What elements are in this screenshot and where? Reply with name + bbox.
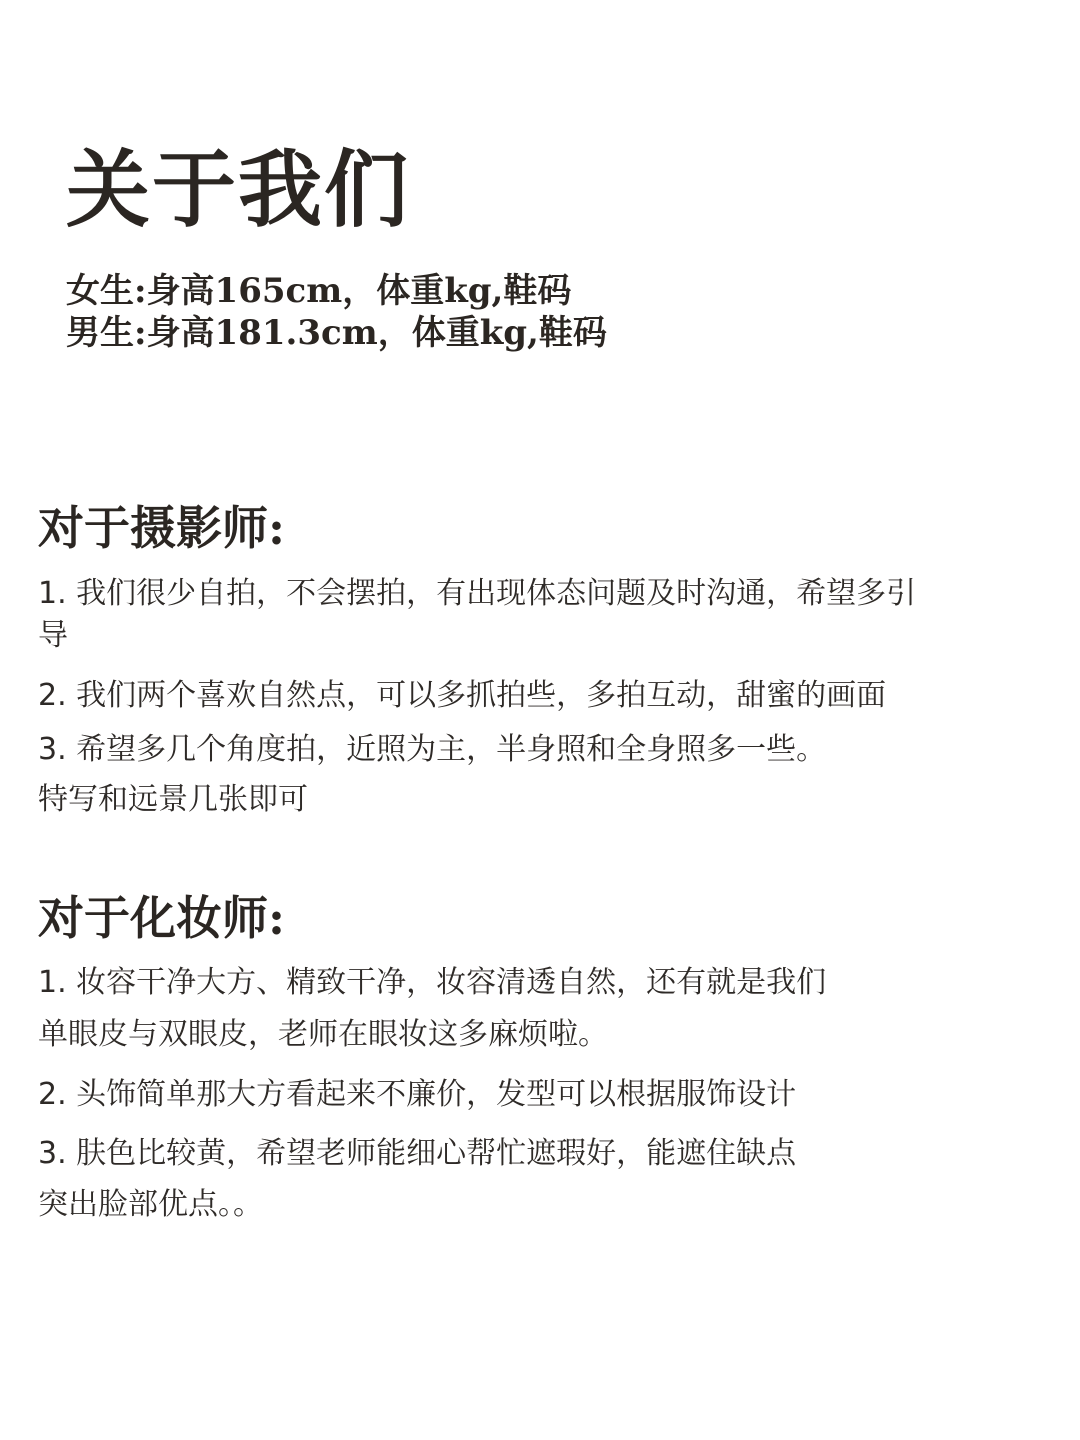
male-profile-line: 男生:身高181.3cm，体重kg,鞋码 (66, 313, 607, 353)
makeup-line-3-continued: 突出脸部优点。。 (38, 1187, 263, 1222)
page-title: 关于我们 (66, 140, 411, 239)
makeup-requirements (38, 963, 1068, 1228)
photographer-line-3: 3. 希望多几个角度拍，近照为主，半身照和全身照多一些。 (38, 732, 827, 767)
makeup-heading: 对于化妆师: (38, 891, 285, 945)
profile-info (66, 270, 607, 354)
photographer-line-3-continued: 特写和远景几张即可 (38, 782, 308, 817)
photographer-line-1-continued: 导 (38, 618, 68, 653)
photographer-line-2: 2. 我们两个喜欢自然点，可以多抓拍些，多拍互动，甜蜜的画面 (38, 678, 887, 713)
makeup-line-3: 3. 肤色比较黄，希望老师能细心帮忙遮瑕好，能遮住缺点 (38, 1136, 797, 1171)
photographer-requirements (38, 574, 1068, 824)
makeup-line-1: 1. 妆容干净大方、精致干净，妆容清透自然，还有就是我们 (38, 965, 827, 1000)
makeup-line-2: 2. 头饰简单那大方看起来不廉价，发型可以根据服饰设计 (38, 1077, 797, 1112)
makeup-line-1-continued: 单眼皮与双眼皮，老师在眼妆这多麻烦啦。 (38, 1017, 608, 1052)
female-profile-line: 女生:身高165cm，体重kg,鞋码 (66, 271, 572, 311)
photographer-line-1: 1. 我们很少自拍，不会摆拍，有出现体态问题及时沟通，希望多引 (38, 576, 917, 611)
photographer-heading: 对于摄影师: (38, 501, 285, 555)
